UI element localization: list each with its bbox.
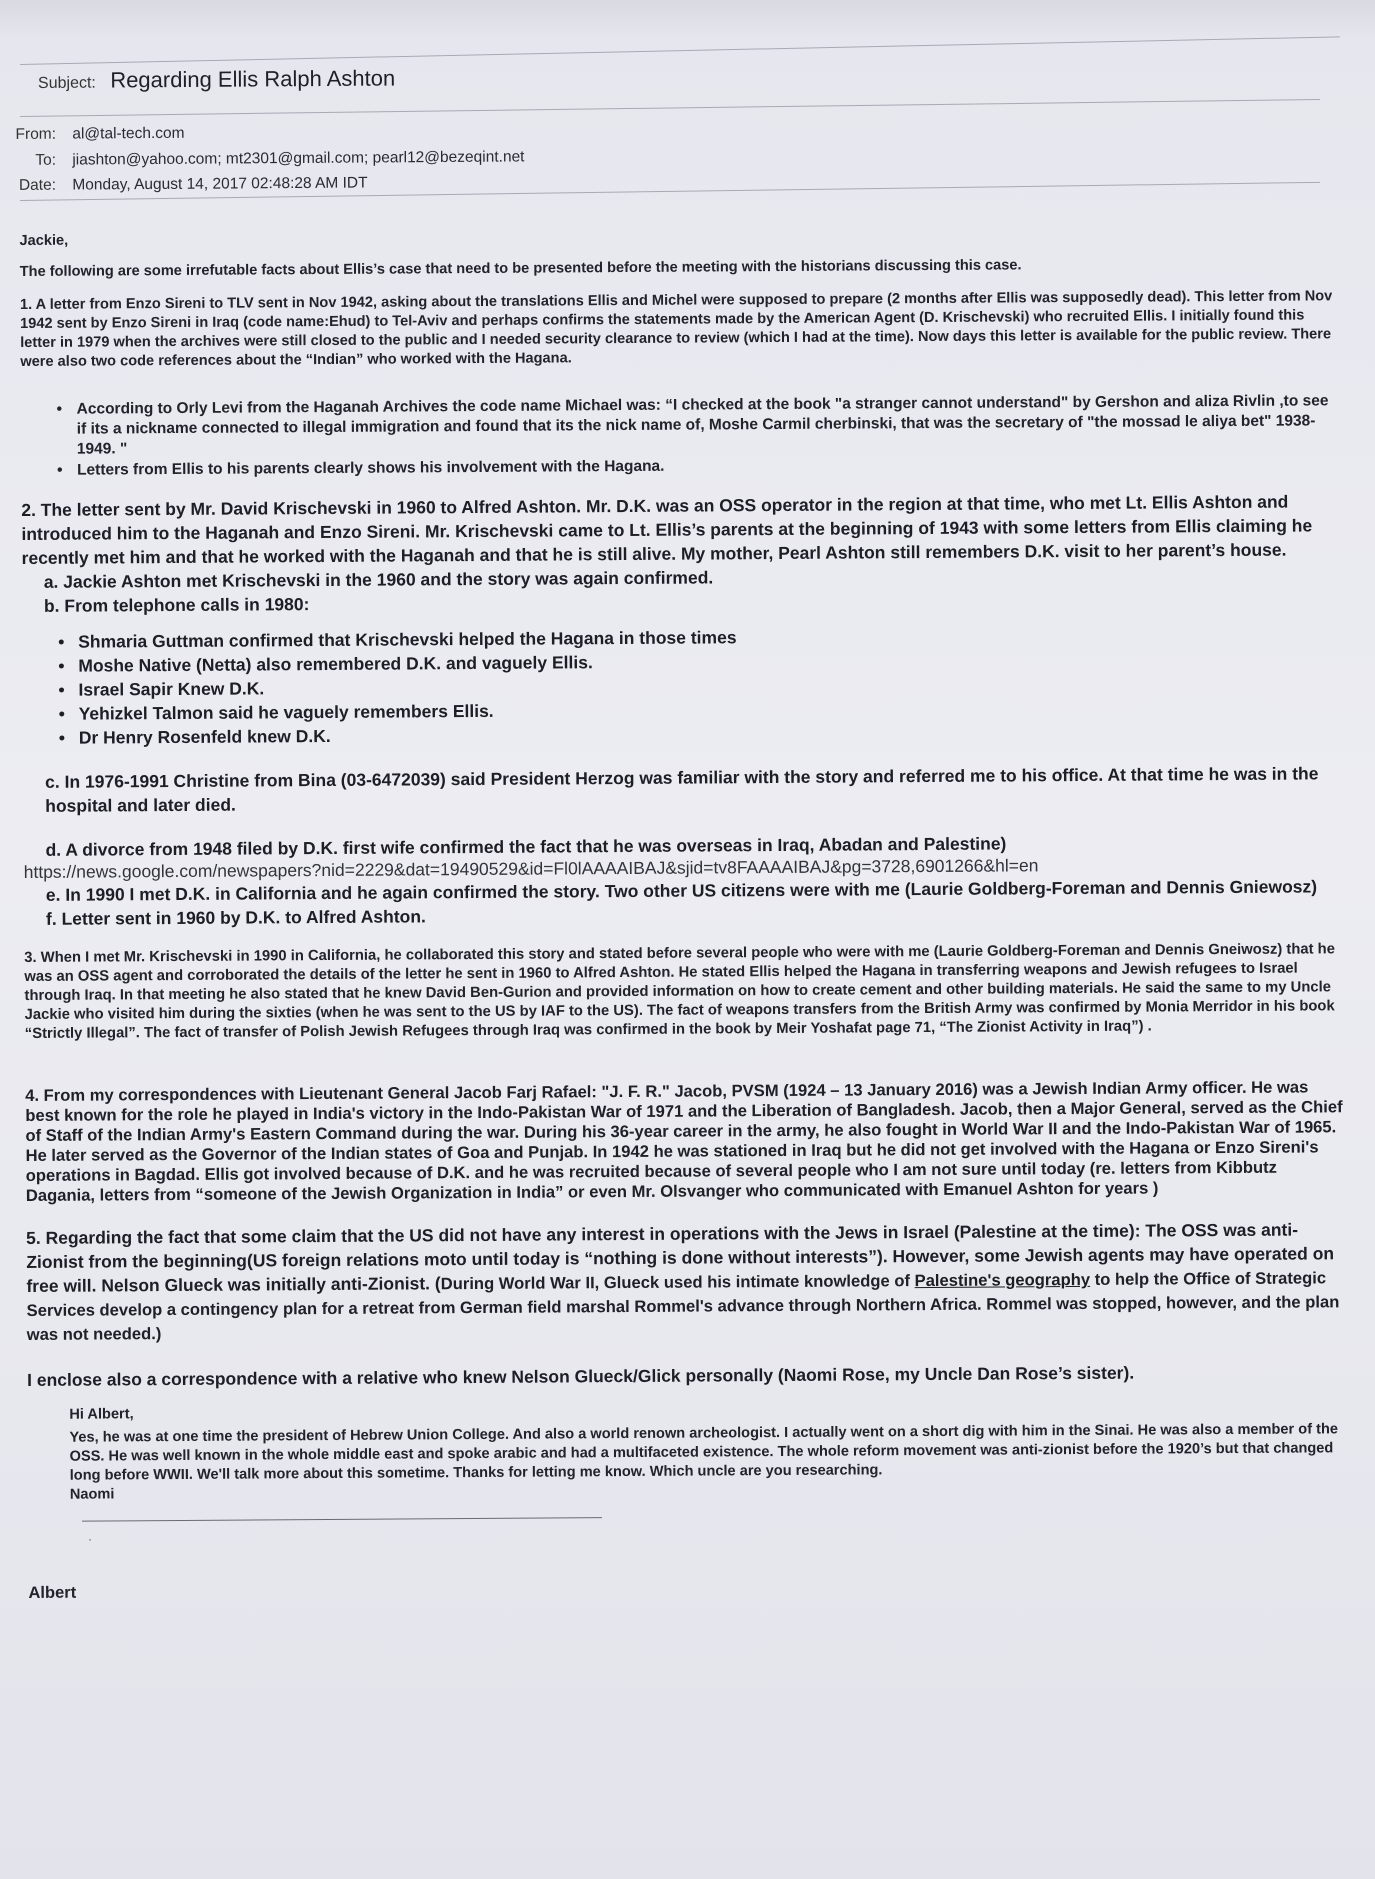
- signature: Albert: [28, 1583, 77, 1602]
- greeting: Jackie,: [19, 232, 69, 250]
- list-item: • According to Orly Levi from the Haganah Archives the code name Michael was: “I checked at the book "a stranger cannot understand" by Gershon and aliza Rivlin ,to see if its a nickname connected to illegal immigration and found that its the nick name of, Moshe Carmil cherbinski, that was the secretary of "the mossad le aliya bet" 1938-1949. ": [77, 391, 1341, 459]
- subject-label: Subject:: [37, 74, 96, 92]
- date-value: Monday, August 14, 2017 02:48:28 AM IDT: [72, 174, 368, 194]
- letter-body: [19, 223, 1348, 1603]
- point-2-b: b. From telephone calls in 1980:: [43, 594, 310, 616]
- to-value: jiashton@yahoo.com; mt2301@gmail.com; pearl12@bezeqint.net: [72, 148, 525, 169]
- point-5-intro: 5. Regarding the fact that some claim that the US did not have any interest in operations with the Jews in Israel (Palestine at the time): The OSS was anti-Zionist from the beginning(US foreign relations moto until today is “nothing is done without interests”). However, some Jewish agents may have operated on free will. Nelson Glueck was initially anti-Zionist. (: [26, 1219, 1335, 1296]
- palestine-geography-link[interactable]: Palestine's geography: [914, 1269, 1091, 1291]
- subject-row: [38, 66, 395, 94]
- point-4-paragraph: 4. From my correspondences with Lieutenant General Jacob Farj Rafael: "J. F. R." Jacob, PVSM (1924 – 13 January 2016) was a Jewish Indian Army officer. He was best known for the role he played in India's victory in the Indo-Pakistan War of 1971 and the Liberation of Bangladesh. Jacob, then a Major General, served as the Chief of Staff of the Indian Army's Eastern Command during the war. During his 36-year career in the army, he also fought in World War II and the Indo-Pakistan War of 1965. He later served as the Governor of the Indian states of Goa and Punjab. In 1942 he was stationed in Iraq but he did not get involved with the Hagana or Enzo Sireni's operations in Bagdad. Ellis got involved because of D.K. and he was recruited because of several people who I am not sure until today (re. letters from Kibbutz Dagania, letters from “someone of the Jewish Organization in India” or even Mr. Olsvanger who communicated with Emanuel Ashton for years ): [25, 1077, 1343, 1205]
- point-2-a: a. Jackie Ashton met Krischevski in the 1960 and the story was again confirmed.: [43, 567, 714, 592]
- point-1-paragraph: 1. A letter from Enzo Sireni to TLV sent in Nov 1942, asking about the translations Ellis and Michel were supposed to prepare (2 months after Ellis was supposedly dead). This letter from Nov 1942 sent by Enzo Sireni in Iraq (code name:Ehud) to Tel-Aviv and perhaps confirms the statements made by the American Agent (D. Krischevski) who recruited Ellis. I initially found this letter in 1979 when the archives were still closed to the public and I needed security clearance to review (which I had at the time). Now days this letter is available for the public review. There were also two code references about the “Indian” who worked with the Hagana.: [19, 288, 1333, 371]
- point-2-f: f. Letter sent in 1960 by D.K. to Alfred Ashton.: [45, 906, 426, 929]
- point-5-detail-end: to help the Office of Strategic Services develop a contingency plan for a retreat from German field marshal Rommel's advance through Northern Africa. Rommel was stopped, however, and the plan was not needed.): [26, 1268, 1340, 1344]
- enclose-paragraph: I enclose also a correspondence with a relative who knew Nelson Glueck/Glick personally (Naomi Rose, my Uncle Dan Rose’s sister).: [27, 1362, 1135, 1390]
- list-item: • Letters from Ellis to his parents clearly shows his involvement with the Hagana.: [77, 451, 1341, 481]
- quote-signature: Naomi: [69, 1486, 115, 1503]
- quote-body: Yes, he was at one time the president of Hebrew Union College. And also a world renown archeologist. I actually went on a short dig with him in the Sinai. He was also a member of the OSS. He was well known in the whole middle east and spoke arabic and had a multifaceted existence. The whole reform movement was anti-zionist before the 1920’s but that changed long before WWII. We'll talk more about this sometime. Thanks for letting me know. Which uncle are you researching.: [69, 1421, 1339, 1484]
- quote-greeting: Hi Albert,: [69, 1406, 134, 1423]
- header-top-rule: [20, 36, 1340, 65]
- from-label: From:: [15, 125, 57, 143]
- list-item: • Yehizkel Talmon said he vaguely remembers Ellis.: [79, 693, 1343, 725]
- from-row: [8, 125, 185, 144]
- subject-value: Regarding Ellis Ralph Ashton: [110, 65, 396, 93]
- date-row: [8, 174, 368, 195]
- point-5-detail: During World War II, Glueck used his intimate knowledge of: [440, 1271, 915, 1294]
- stray-mark: .: [88, 1527, 93, 1544]
- point-1-bullets: [21, 391, 1342, 482]
- point-5-paragraph: [26, 1217, 1347, 1346]
- list-item: • Israel Sapir Knew D.K.: [78, 669, 1342, 701]
- from-value: al@tal-tech.com: [72, 124, 185, 143]
- point-2-d-url[interactable]: https://news.google.com/newspapers?nid=2229&dat=19490529&id=Fl0lAAAAIBAJ&sjid=tv8FAAAAIBAJ&pg=3728,6901266&hl=en: [23, 855, 1039, 883]
- intro-paragraph: The following are some irrefutable facts about Ellis’s case that need to be presented before the meeting with the historians discussing this case.: [19, 257, 1022, 281]
- to-label: To:: [35, 151, 57, 169]
- to-row: [8, 148, 525, 170]
- point-3-paragraph: 3. When I met Mr. Krischevski in 1990 in California, he collaborated this story and stated before several people who were with me (Laurie Goldberg-Foreman and Dennis Gneiwosz) that he was an OSS agent and corroborated the details of the letter he sent in 1960 to Alfred Ashton. He stated Ellis helped the Hagana in transferring weapons and Jewish refugees to Israel through Iraq. In that meeting he also stated that he knew David Ben-Gurion and provided information on how to create cement and other building materials. He said the same to my Uncle Jackie who visited him during the sixties (when he was sent to the US by IAF to the US). The fact of weapons transfers from the British Army was confirmed by Monia Merridor in his book “Strictly Illegal”. The fact of transfer of Polish Jewish Refugees through Iraq was confirmed in the book by Meir Yoshafat page 71, “The Zionist Activity in Iraq”) .: [24, 941, 1335, 1042]
- point-2-c: c. In 1976-1991 Christine from Bina (03-6472039) said President Herzog was familiar with the story and referred me to his office. At that time he was in the hospital and later died.: [45, 763, 1319, 816]
- point-2-paragraph: 2. The letter sent by Mr. David Krischevski in 1960 to Alfred Ashton. Mr. D.K. was an OSS operator in the region at that time, who met Lt. Ellis Ashton and introduced him to the Haganah and Enzo Sireni. Mr. Krischevski came to Lt. Ellis’s parents at the beginning of 1943 with some letters from Ellis claiming he recently met him and that he worked with the Haganah and that he is still alive. My mother, Pearl Ashton still remembers D.K. visit to her parent’s house.: [21, 491, 1313, 569]
- point-2-d: d. A divorce from 1948 filed by D.K. first wife confirmed the fact that he was overseas in Iraq, Abadan and Palestine): [45, 833, 1007, 860]
- list-item: • Moshe Native (Netta) also remembered D.K. and vaguely Ellis.: [78, 645, 1342, 677]
- list-item: • Shmaria Guttman confirmed that Krischevski helped the Hagana in those times: [78, 621, 1342, 653]
- point-2-b-bullets: [22, 621, 1343, 750]
- date-label: Date:: [18, 176, 57, 194]
- signature-divider: [82, 1517, 602, 1521]
- list-item: • Dr Henry Rosenfeld knew D.K.: [79, 717, 1343, 749]
- point-2-e: e. In 1990 I met D.K. in California and he again confirmed the story. Two other US citizens were with me (Laurie Goldberg-Foreman and Dennis Gniewosz): [45, 876, 1318, 905]
- subject-rule: [20, 99, 1320, 117]
- quoted-correspondence: [27, 1397, 1348, 1505]
